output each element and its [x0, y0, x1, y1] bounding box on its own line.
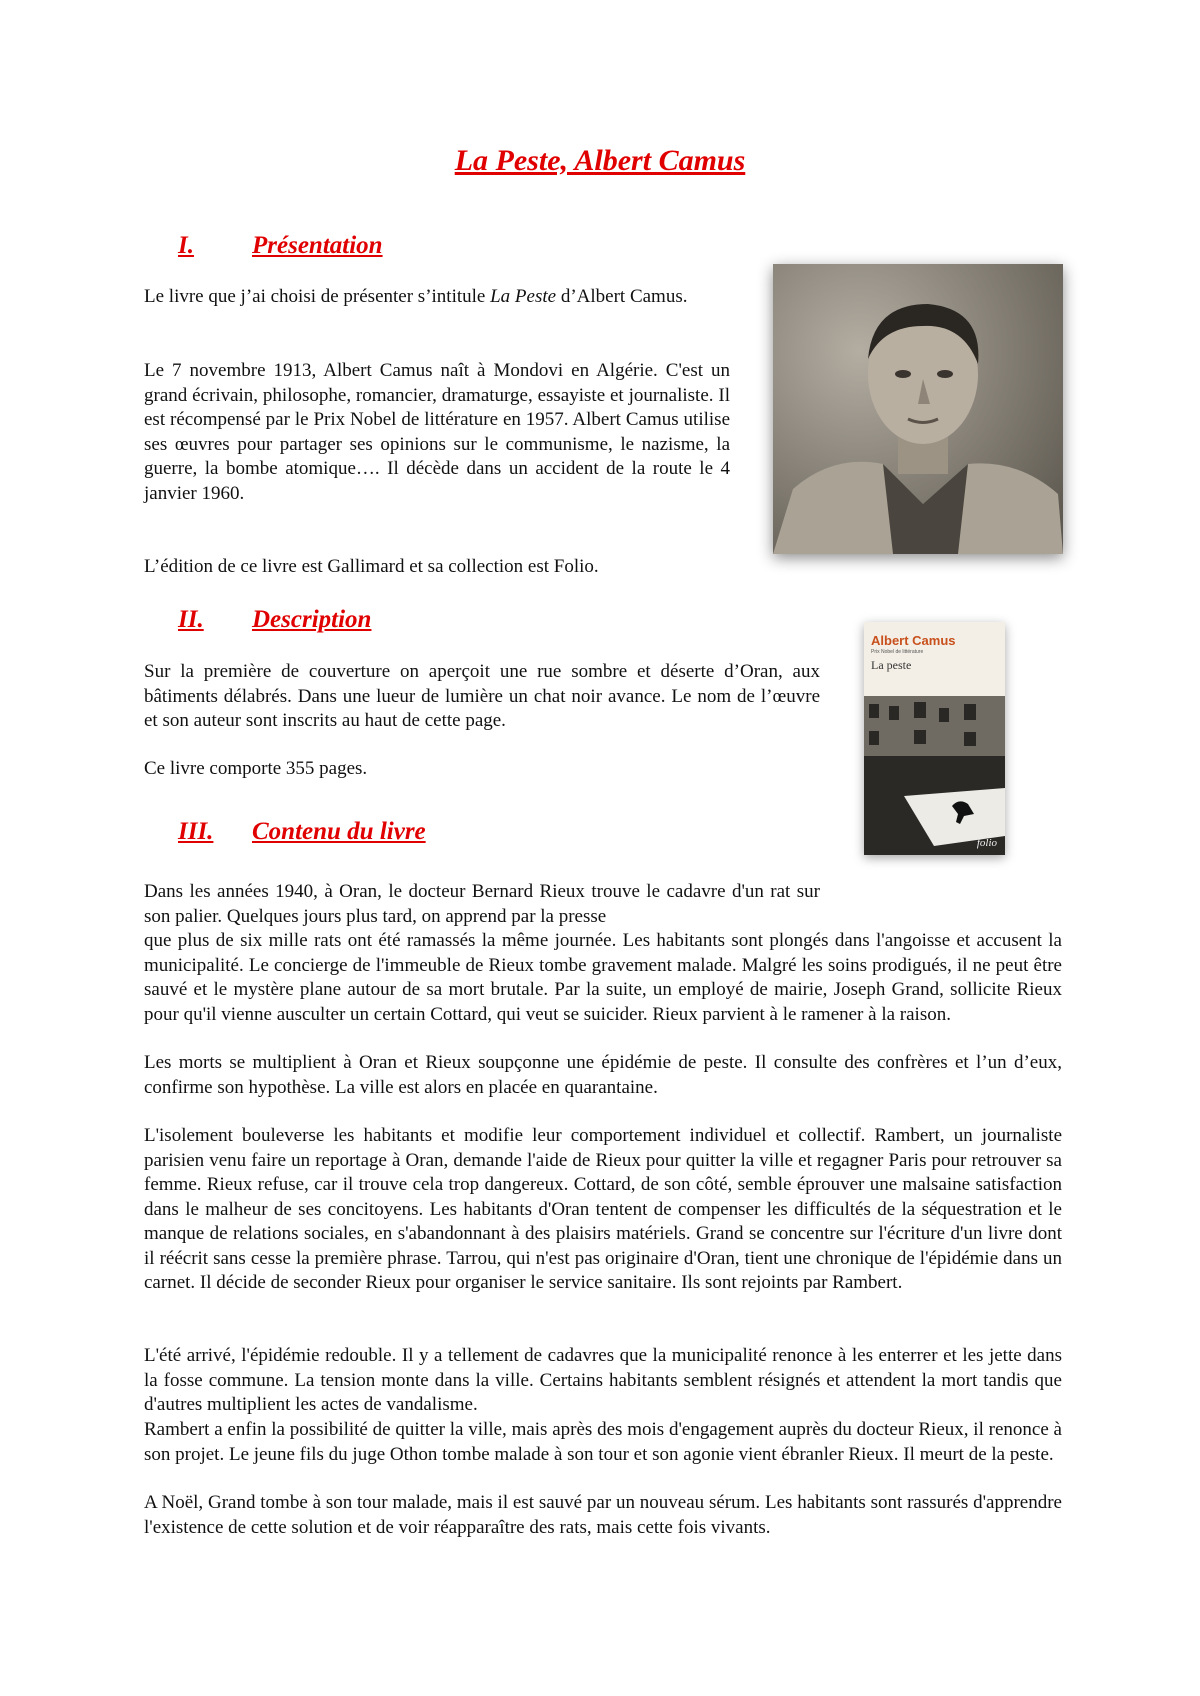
text-run: d’Albert Camus.	[556, 286, 688, 307]
contenu-paragraph-3: L'isolement bouleverse les habitants et modifie leur comportement individuel et collectif. Rambert, un journaliste parisien venu faire un reportage à Oran, demande l'aide de Rieux pour quitter la ville et regagner Paris pour retrouver sa femme. Rieux refuse, car il trouve cela trop dangereux. Cottard, de son côté, semble éprouver une malsaine satisfaction dans le malheur de ses concitoyens. Les habitants d'Oran tentent de compenser les difficultés de la séquestration et le manque de relations sociales, en s'abandonnant à des plaisirs matériels. Grand se concentre sur l'écriture d'un livre dont il réécrit sans cesse la première phrase. Tarrou, qui n'est pas originaire d'Oran, tient une chronique de l'épidémie dans un carnet. Il décide de seconder Rieux pour organiser le service sanitaire. Ils sont rejoints par Rambert.	[144, 1125, 1062, 1293]
contenu-paragraph-5: Rambert a enfin la possibilité de quitter la ville, mais après des mois d'engagement auprès du docteur Rieux, il renonce à son projet. Le jeune fils du juge Othon tombe malade à son tour et son agonie vient ébranler Rieux. Il meurt de la peste.	[144, 1419, 1062, 1465]
book-title-italic: La Peste	[490, 286, 557, 307]
section-title: Description	[252, 606, 372, 633]
presentation-paragraph-3: L’édition de ce livre est Gallimard et sa collection est Folio.	[144, 556, 599, 577]
cover-title: La peste	[871, 658, 912, 672]
presentation-paragraph-1	[144, 285, 730, 310]
section-heading-description	[178, 606, 371, 634]
presentation-paragraph-2: Le 7 novembre 1913, Albert Camus naît à Mondovi en Algérie. C'est un grand écrivain, philosophe, romancier, dramaturge, essayiste et journaliste. Il est récompensé par le Prix Nobel de littérature en 1957. Albert Camus utilise ses œuvres pour partager ses opinions sur le communisme, le nazisme, la guerre, la bombe atomique…. Il décède dans un accident de la route le 4 janvier 1960.	[144, 360, 730, 504]
contenu-paragraph-1-rest: que plus de six mille rats ont été ramassés la même journée. Les habitants sont plongés dans l'angoisse et accusent la municipalité. Le concierge de l'immeuble de Rieux tombe gravement malade. Malgré les soins prodigués, il ne peut être sauvé et le mystère plane autour de sa mort brutale. Par la suite, un employé de mairie, Joseph Grand, sollicite Rieux pour qu'il vienne ausculter un certain Cottard, qui veut se suicider. Rieux parvient à le ramener à la raison.	[144, 930, 1062, 1025]
section-number: I.	[178, 232, 194, 259]
description-paragraph-1: Sur la première de couverture on aperçoit une rue sombre et déserte d’Oran, aux bâtiments délabrés. Dans une lueur de lumière un chat noir avance. Le nom de l’œuvre et son auteur sont inscrits au haut de cette page.	[144, 661, 820, 731]
book-cover	[864, 622, 1005, 855]
document-title: La Peste, Albert Camus	[454, 144, 746, 177]
cover-author: Albert Camus	[871, 633, 956, 648]
contenu-paragraph-6: A Noël, Grand tombe à son tour malade, mais il est sauvé par un nouveau sérum. Les habitants sont rassurés d'apprendre l'existence de cette solution et de voir réapparaître des rats, mais cette fois vivants.	[144, 1492, 1062, 1538]
cover-subtitle: Prix Nobel de littérature	[871, 649, 924, 655]
section-heading-presentation	[178, 232, 383, 260]
contenu-paragraph-4: L'été arrivé, l'épidémie redouble. Il y a tellement de cadavres que la municipalité renonce à les enterrer et les jette dans la fosse commune. La tension monte dans la ville. Certains habitants semblent résignés et attendent la mort tandis que d'autres multiplient les actes de vandalisme.	[144, 1345, 1062, 1415]
portrait-image	[773, 264, 1063, 554]
contenu-paragraph-2: Les morts se multiplient à Oran et Rieux soupçonne une épidémie de peste. Il consulte des confrères et l’un d’eux, confirme son hypothèse. La ville est alors en placée en quarantaine.	[144, 1052, 1062, 1098]
section-number: II.	[178, 606, 204, 633]
section-heading-contenu	[178, 818, 426, 846]
section-title: Présentation	[252, 232, 383, 259]
cover-illustration	[864, 696, 1005, 855]
section-number: III.	[178, 818, 214, 845]
text-run: Le livre que j’ai choisi de présenter s’intitule	[144, 286, 491, 307]
description-paragraph-2: Ce livre comporte 355 pages.	[144, 758, 368, 779]
contenu-paragraph-1-start: Dans les années 1940, à Oran, le docteur Bernard Rieux trouve le cadavre d'un rat sur son palier. Quelques jours plus tard, on apprend par la presse	[144, 881, 820, 927]
author-portrait	[773, 264, 1063, 554]
section-title: Contenu du livre	[252, 818, 426, 845]
cover-brand: folio	[976, 837, 997, 849]
cover-street-image	[864, 696, 1005, 855]
